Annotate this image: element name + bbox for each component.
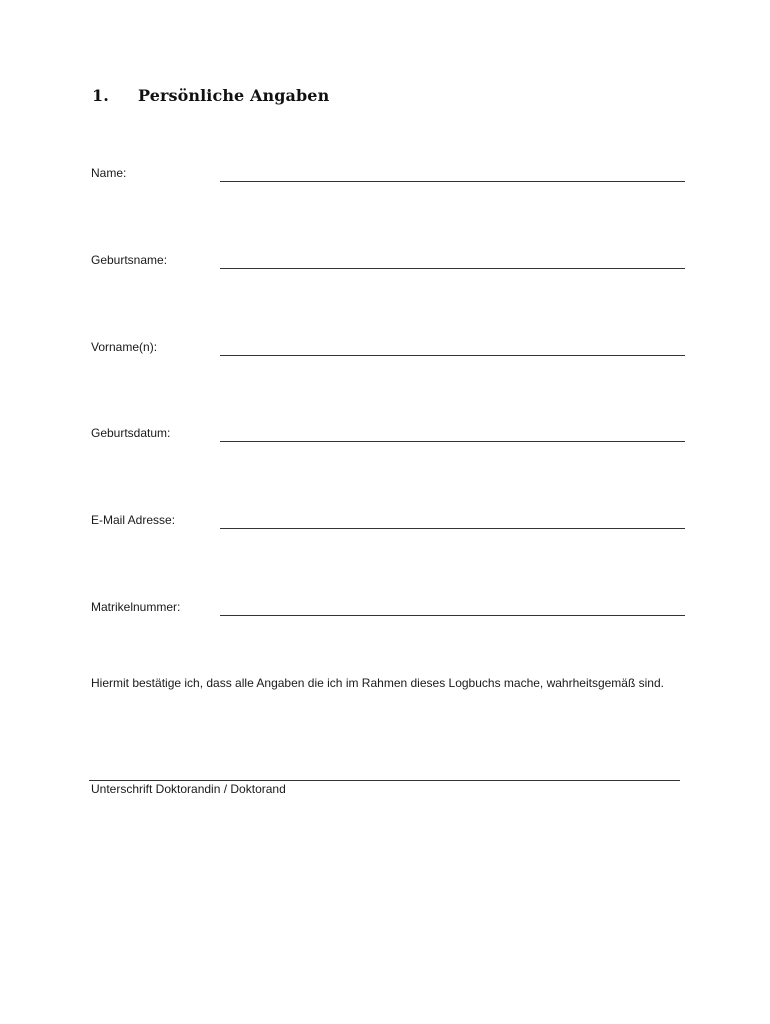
signature-label: Unterschrift Doktorandin / Doktorand: [91, 782, 286, 796]
birth-name-field[interactable]: [220, 268, 685, 269]
confirmation-statement: Hiermit bestätige ich, dass alle Angaben die ich im Rahmen dieses Logbuchs mache, wahrheitsgemäß sind.: [91, 676, 664, 690]
section-title: Persönliche Angaben: [138, 86, 330, 105]
matriculation-number-field[interactable]: [220, 615, 685, 616]
email-field[interactable]: [220, 528, 685, 529]
matriculation-number-label: Matrikelnummer:: [91, 600, 181, 614]
name-field[interactable]: [220, 181, 685, 182]
name-label: Name:: [91, 166, 127, 180]
signature-field[interactable]: [89, 780, 680, 781]
section-number: 1.: [92, 86, 109, 105]
first-names-field[interactable]: [220, 355, 685, 356]
first-names-label: Vorname(n):: [91, 340, 158, 354]
email-label: E-Mail Adresse:: [91, 513, 176, 527]
birth-date-label: Geburtsdatum:: [91, 426, 171, 440]
birth-date-field[interactable]: [220, 441, 685, 442]
birth-name-label: Geburtsname:: [91, 253, 168, 267]
